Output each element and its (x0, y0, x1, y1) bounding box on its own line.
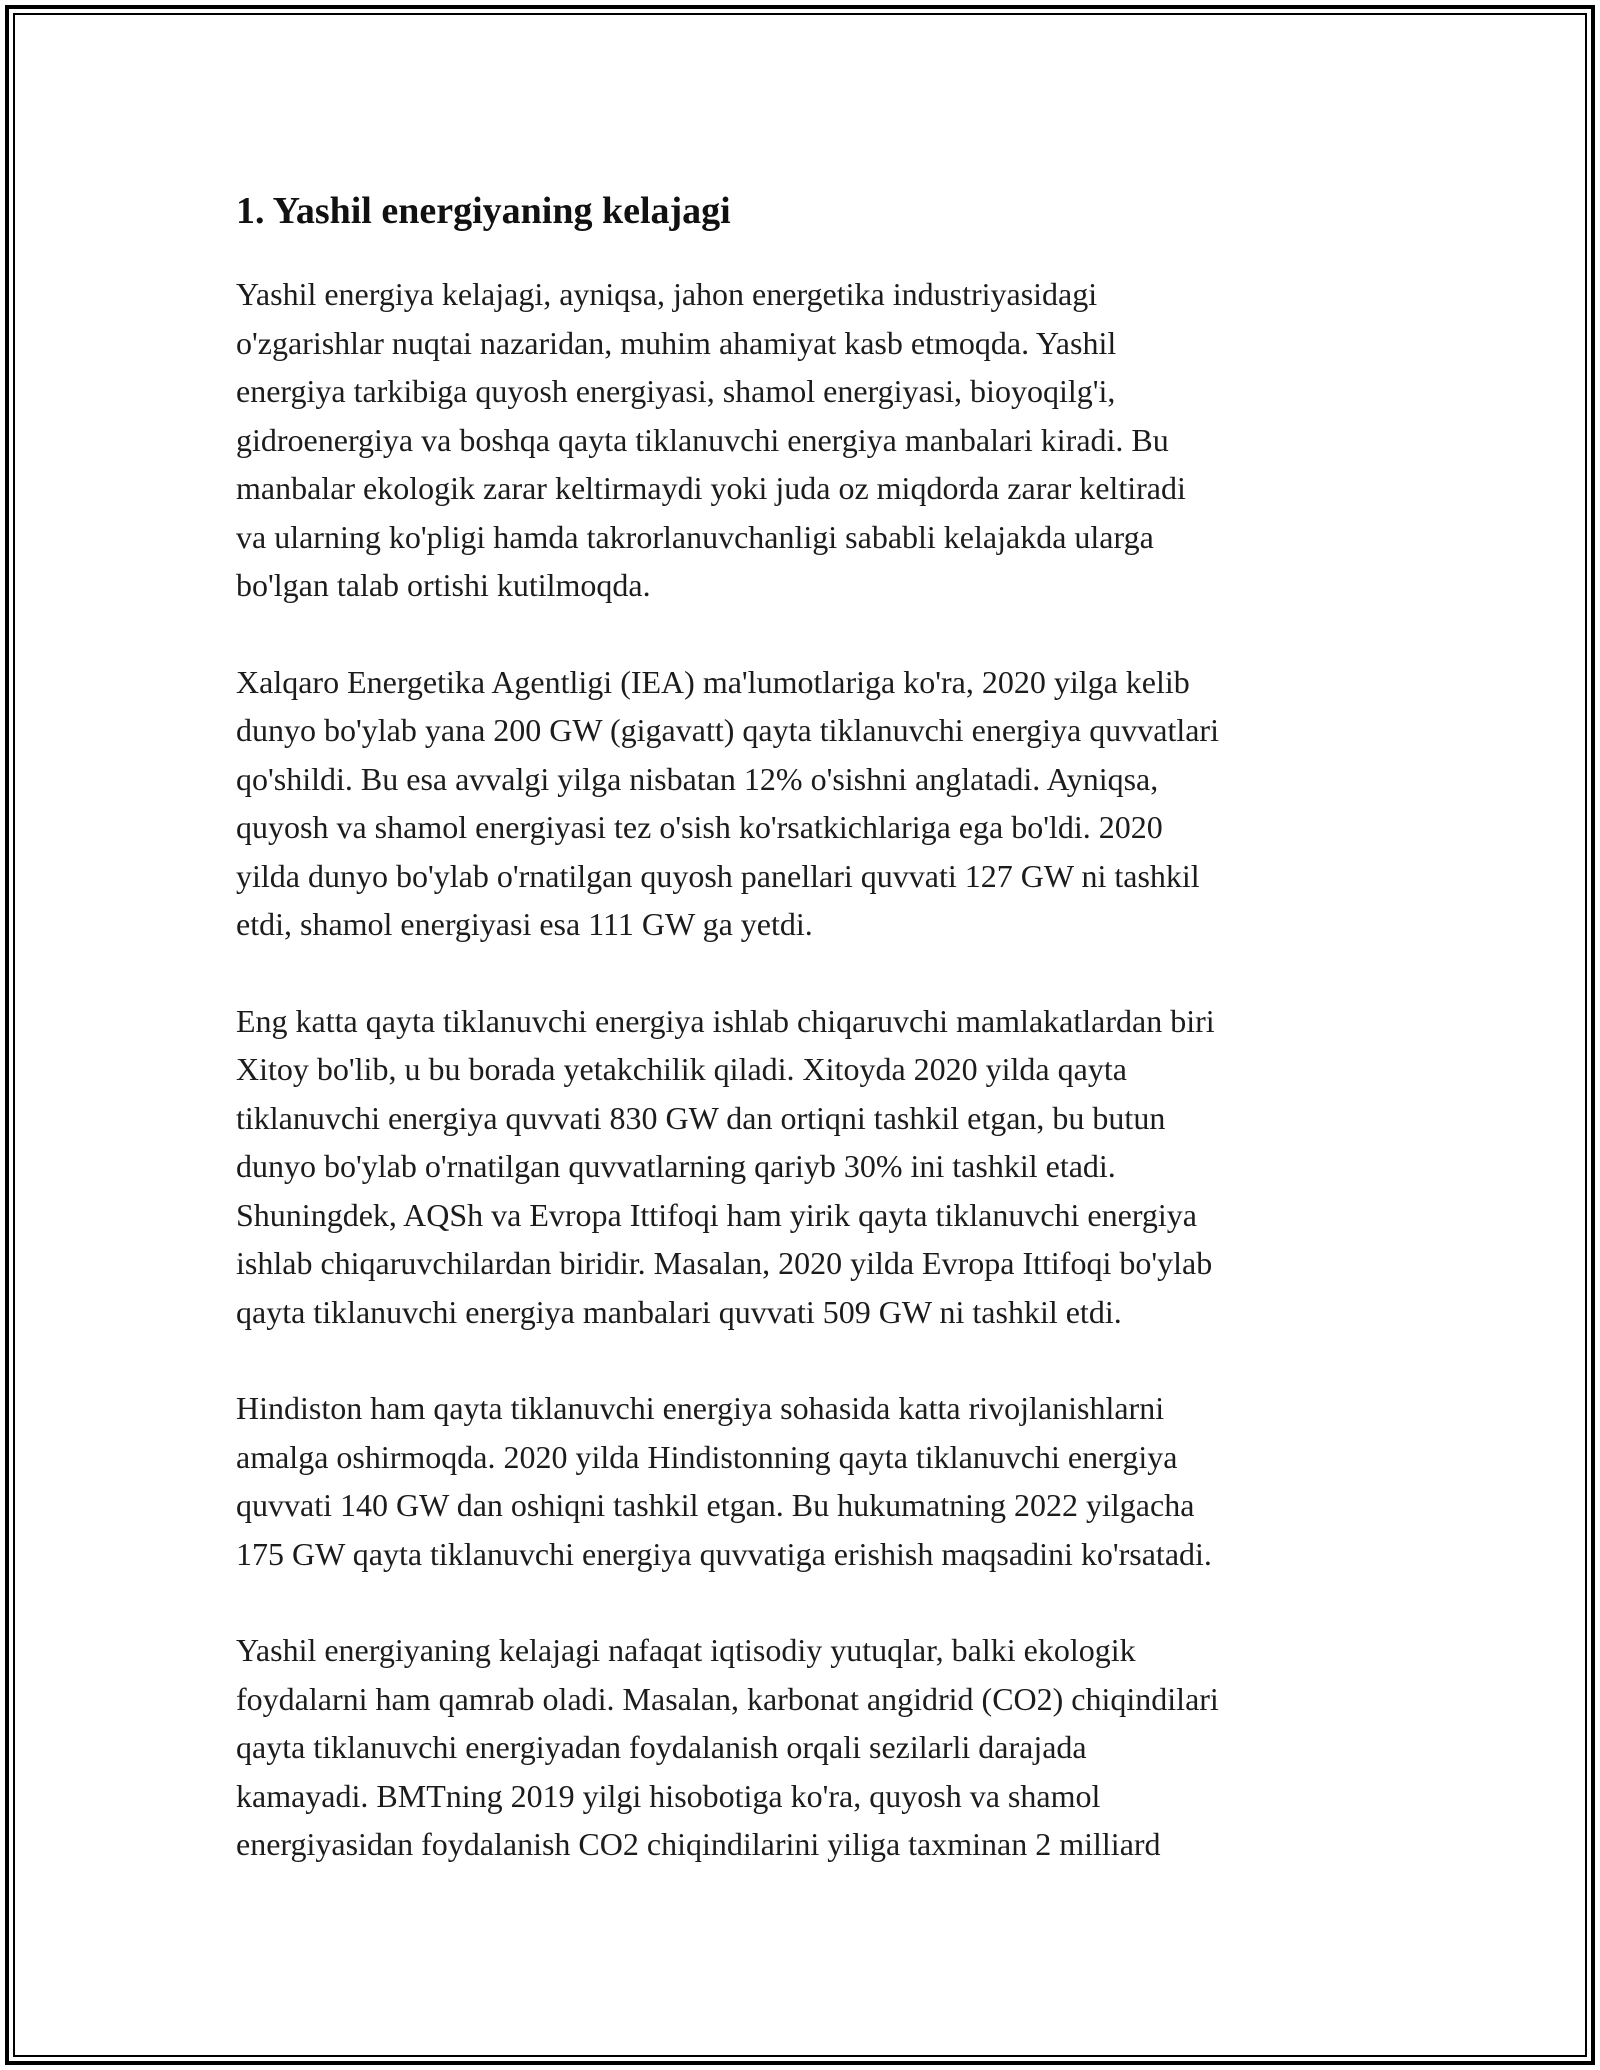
text-line: o'zgarishlar nuqtai nazaridan, muhim ahamiyat kasb etmoqda. Yashil (236, 324, 1117, 361)
text-line: ishlab chiqaruvchilardan biridir. Masalan, 2020 yilda Evropa Ittifoqi bo'ylab (236, 1245, 1213, 1281)
paragraph-list (236, 270, 1386, 1869)
paragraph (236, 997, 1386, 1337)
text-line: gidroenergiya va boshqa qayta tiklanuvchi energiya manbalari kiradi. Bu (236, 421, 1169, 458)
text-line: Eng katta qayta tiklanuvchi energiya ishlab chiqaruvchi mamlakatlardan biri (236, 1002, 1215, 1039)
text-line: Xitoy bo'lib, u bu borada yetakchilik qiladi. Xitoyda 2020 yilda qayta (236, 1051, 1127, 1087)
text-line: 175 GW qayta tiklanuvchi energiya quvvatiga erishish maqsadini ko'rsatadi. (236, 1535, 1212, 1572)
text-line: energiyasidan foydalanish CO2 chiqindilarini yiliga taxminan 2 milliard (236, 1826, 1161, 1862)
paragraph (236, 1626, 1386, 1869)
paragraph (236, 270, 1386, 610)
text-line: yilda dunyo bo'ylab o'rnatilgan quyosh panellari quvvati 127 GW ni tashkil (236, 857, 1200, 894)
section-title: 1. Yashil energiyaning kelajagi (236, 190, 731, 232)
text-line: bo'lgan talab ortishi kutilmoqda. (236, 567, 651, 603)
text-line: Xalqaro Energetika Agentligi (IEA) ma'lumotlariga ko'ra, 2020 yilga kelib (236, 663, 1190, 700)
text-line: quyosh va shamol energiyasi tez o'sish ko'rsatkichlariga ega bo'ldi. 2020 (236, 809, 1163, 845)
text-line: qayta tiklanuvchi energiyadan foydalanish orqali sezilarli darajada (236, 1729, 1087, 1765)
text-line: Shuningdek, AQSh va Evropa Ittifoqi ham yirik qayta tiklanuvchi energiya (236, 1196, 1197, 1233)
text-line: energiya tarkibiga quyosh energiyasi, shamol energiyasi, bioyoqilg'i, (236, 373, 1116, 409)
text-line: dunyo bo'ylab o'rnatilgan quvvatlarning qariyb 30% ini tashkil etadi. (236, 1148, 1116, 1184)
text-line: qo'shildi. Bu esa avvalgi yilga nisbatan 12% o'sishni anglatadi. Ayniqsa, (236, 760, 1159, 797)
text-line: va ularning ko'pligi hamda takrorlanuvchanligi sababli kelajakda ularga (236, 518, 1154, 555)
text-line: amalga oshirmoqda. 2020 yilda Hindistonning qayta tiklanuvchi energiya (236, 1438, 1178, 1475)
document-body (236, 188, 1386, 1917)
text-line: Yashil energiyaning kelajagi nafaqat iqtisodiy yutuqlar, balki ekologik (236, 1632, 1136, 1668)
text-line: qayta tiklanuvchi energiya manbalari quvvati 509 GW ni tashkil etdi. (236, 1293, 1122, 1330)
paragraph (236, 1384, 1386, 1578)
text-line: dunyo bo'ylab yana 200 GW (gigavatt) qayta tiklanuvchi energiya quvvatlari (236, 712, 1219, 748)
text-line: manbalar ekologik zarar keltirmaydi yoki juda oz miqdorda zarar keltiradi (236, 470, 1186, 506)
text-line: kamayadi. BMTning 2019 yilgi hisobotiga ko'ra, quyosh va shamol (236, 1777, 1101, 1814)
text-line: quvvati 140 GW dan oshiqni tashkil etgan. Bu hukumatning 2022 yilgacha (236, 1487, 1195, 1523)
text-line: tiklanuvchi energiya quvvati 830 GW dan ortiqni tashkil etgan, bu butun (236, 1099, 1166, 1136)
text-line: Hindiston ham qayta tiklanuvchi energiya sohasida katta rivojlanishlarni (236, 1390, 1165, 1426)
text-line: Yashil energiya kelajagi, ayniqsa, jahon energetika industriyasidagi (236, 276, 1098, 312)
text-line: foydalarni ham qamrab oladi. Masalan, karbonat angidrid (CO2) chiqindilari (236, 1680, 1219, 1717)
paragraph (236, 658, 1386, 949)
text-line: etdi, shamol energiyasi esa 111 GW ga yetdi. (236, 906, 813, 942)
